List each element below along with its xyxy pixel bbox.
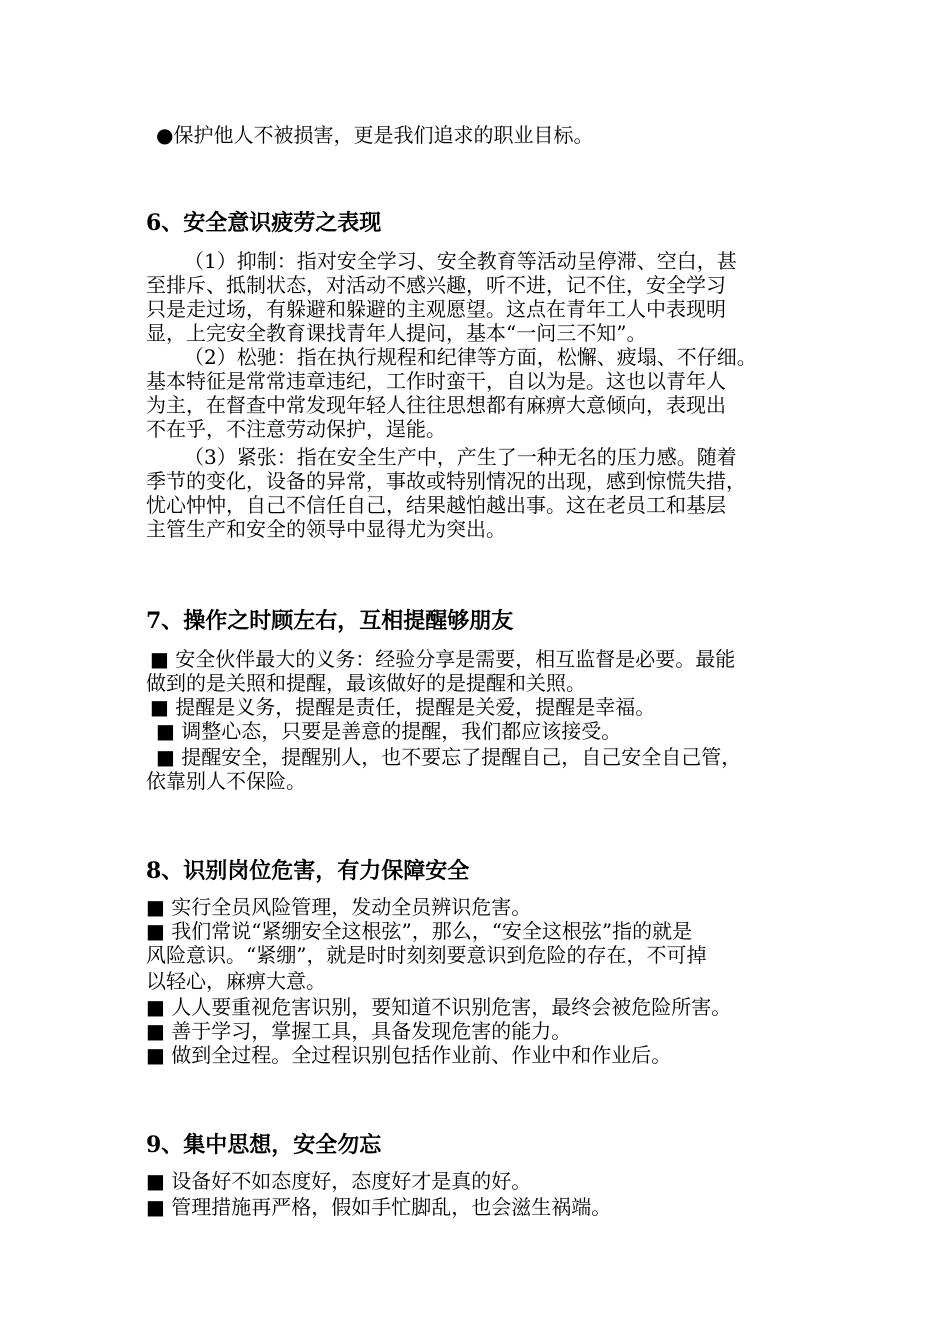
section-7-line: ■ 提醒是义务，提醒是责任，提醒是关爱，提醒是幸福。 — [150, 695, 656, 719]
section-6-heading: 6、安全意识疲劳之表现 — [146, 210, 382, 236]
section-8-line: ■ 善于学习，掌握工具，具备发现危害的能力。 — [146, 1019, 572, 1043]
bullet-icon: ● — [156, 123, 174, 147]
section-9-line: ■ 设备好不如态度好，态度好才是真的好。 — [146, 1169, 532, 1193]
section-6-line: 不在乎，不注意劳动保护，逞能。 — [146, 417, 446, 441]
intro-line — [156, 124, 593, 147]
section-6-line: 至排斥、抵制状态，对活动不感兴趣，听不进，记不住，安全学习 — [146, 273, 726, 297]
section-6-line: （1）抑制：指对安全学习、安全教育等活动呈停滞、空白，甚 — [184, 249, 737, 273]
section-7-line: ■ 安全伙伴最大的义务：经验分享是需要，相互监督是必要。最能 — [150, 647, 736, 671]
section-7-heading: 7、操作之时顾左右，互相提醒够朋友 — [146, 608, 514, 634]
section-6-line: 为主，在督查中常发现年轻人往往思想都有麻痹大意倾向，表现出 — [146, 393, 726, 417]
section-9-heading: 9、集中思想，安全勿忘 — [146, 1132, 382, 1158]
intro-text: 保护他人不被损害，更是我们追求的职业目标。 — [173, 123, 594, 147]
section-8-line: ■ 做到全过程。全过程识别包括作业前、作业中和作业后。 — [146, 1043, 672, 1067]
section-7-line: 做到的是关照和提醒，最该做好的是提醒和关照。 — [146, 671, 586, 695]
section-8-line: ■ 我们常说“紧绷安全这根弦”，那么，“安全这根弦”指的就是 — [146, 919, 693, 943]
section-6-line: 忧心忡忡，自己不信任自己，结果越怕越出事。这在老员工和基层 — [146, 493, 726, 517]
section-6-line: 显，上完安全教育课找青年人提问，基本“一问三不知”。 — [146, 321, 647, 345]
section-8-line: ■ 实行全员风险管理，发动全员辨识危害。 — [146, 895, 532, 919]
section-9-line: ■ 管理措施再严格，假如手忙脚乱，也会滋生祸端。 — [146, 1195, 612, 1219]
section-8-line: ■ 人人要重视危害识别，要知道不识别危害，最终会被危险所害。 — [146, 995, 732, 1019]
section-7-line: ■ 提醒安全，提醒别人，也不要忘了提醒自己，自己安全自己管， — [156, 745, 742, 769]
section-6-line: （2）松驰：指在执行规程和纪律等方面，松懈、疲塌、不仔细。 — [184, 345, 757, 369]
section-6-line: 主管生产和安全的领导中显得尤为突出。 — [146, 517, 506, 541]
section-6-line: 季节的变化，设备的异常，事故或特别情况的出现，感到惊慌失措， — [146, 469, 746, 493]
section-6-line: （3）紧张：指在安全生产中，产生了一种无名的压力感。随着 — [184, 445, 737, 469]
section-6-line: 只是走过场，有躲避和躲避的主观愿望。这点在青年工人中表现明 — [146, 297, 726, 321]
section-8-heading: 8、识别岗位危害，有力保障安全 — [146, 858, 470, 884]
section-6-line: 基本特征是常常违章违纪，工作时蛮干，自以为是。这也以青年人 — [146, 369, 726, 393]
section-7-line: ■ 调整心态，只要是善意的提醒，我们都应该接受。 — [156, 719, 622, 743]
section-7-line: 依靠别人不保险。 — [146, 769, 306, 793]
section-8-line: 风险意识。“紧绷”，就是时时刻刻要意识到危险的存在，不可掉 — [146, 943, 707, 967]
section-8-line: 以轻心，麻痹大意。 — [146, 969, 326, 993]
